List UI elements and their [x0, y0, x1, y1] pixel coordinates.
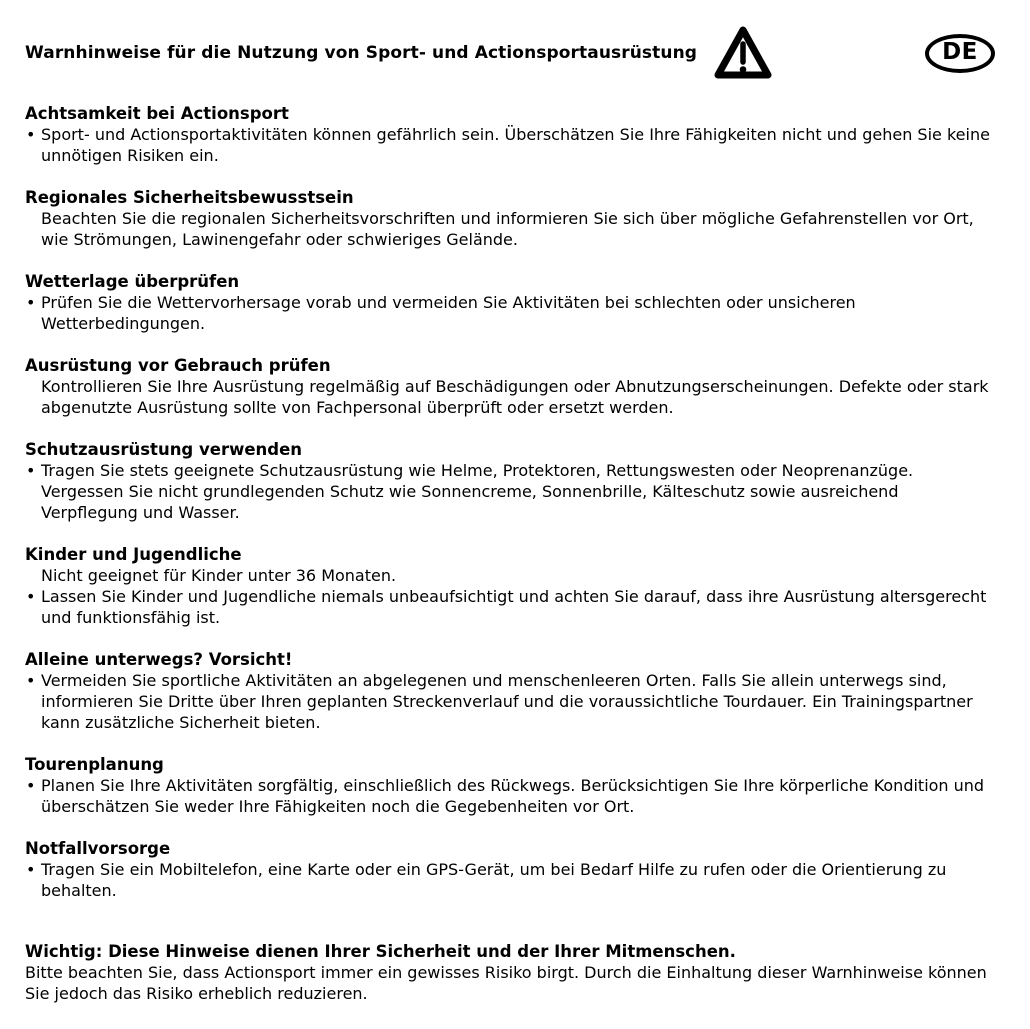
section-wetterlage [25, 271, 995, 334]
section-heading: Notfallvorsorge [25, 839, 171, 858]
section-tourenplanung [25, 754, 995, 817]
item-text: Tragen Sie ein Mobiltelefon, eine Karte oder ein GPS-Gerät, um bei Bedarf Hilfe zu rufen oder die Orientierung zu behalten. [41, 860, 947, 900]
item-text: Beachten Sie die regionalen Sicherheitsvorschriften und informieren Sie sich über mögliche Gefahrenstellen vor Ort, wie Strömungen, Lawinengefahr oder schwieriges Gelände. [41, 209, 974, 249]
item-text: Vermeiden Sie sportliche Aktivitäten an abgelegenen und menschenleeren Orten. Falls Sie allein unterwegs sind, informieren Sie Dritte über Ihren geplanten Streckenverlauf und die voraussichtliche Tourdauer. Ein Trainingspartner kann zusätzliche Sicherheit bieten. [41, 671, 973, 732]
page-title: Warnhinweise für die Nutzung von Sport- und Actionsportausrüstung [25, 42, 698, 63]
item-text: Nicht geeignet für Kinder unter 36 Monaten. [41, 566, 397, 585]
bullet-marker: • [26, 776, 36, 795]
list-item [25, 586, 995, 628]
item-text: Lassen Sie Kinder und Jugendliche niemals unbeaufsichtigt und achten Sie darauf, dass ihre Ausrüstung altersgerecht und funktionsfähig ist. [41, 587, 987, 627]
bullet-marker: • [26, 587, 36, 606]
section-notfallvorsorge [25, 838, 995, 901]
list-item [25, 460, 995, 523]
section-alleine-unterwegs [25, 649, 995, 733]
section-heading: Kinder und Jugendliche [25, 545, 242, 564]
section-heading: Tourenplanung [25, 755, 164, 774]
section-heading: Ausrüstung vor Gebrauch prüfen [25, 356, 331, 375]
bullet-marker: • [26, 860, 36, 879]
list-item [25, 208, 995, 250]
section-heading: Achtsamkeit bei Actionsport [25, 104, 289, 123]
content [25, 103, 995, 1004]
list-item [25, 124, 995, 166]
list-item [25, 376, 995, 418]
section-regionales-sicherheitsbewusstsein [25, 187, 995, 250]
language-badge [925, 34, 995, 73]
list-item [25, 859, 995, 901]
section-heading: Wetterlage überprüfen [25, 272, 240, 291]
header [25, 0, 995, 82]
footer-heading: Wichtig: Diese Hinweise dienen Ihrer Sicherheit und der Ihrer Mitmenschen. [25, 942, 736, 961]
item-text: Planen Sie Ihre Aktivitäten sorgfältig, einschließlich des Rückwegs. Berücksichtigen Sie Ihre körperliche Kondition und überschätzen Sie weder Ihre Fähigkeiten noch die Gegebenheiten vor Ort. [41, 776, 985, 816]
section-heading: Schutzausrüstung verwenden [25, 440, 303, 459]
bullet-marker: • [26, 461, 36, 480]
item-text: Prüfen Sie die Wettervorhersage vorab und vermeiden Sie Aktivitäten bei schlechten oder unsicheren Wetterbedingungen. [41, 293, 856, 333]
item-text: Sport- und Actionsportaktivitäten können gefährlich sein. Überschätzen Sie Ihre Fähigkeiten nicht und gehen Sie keine unnötigen Risiken ein. [41, 125, 990, 165]
footer-text: Bitte beachten Sie, dass Actionsport immer ein gewisses Risiko birgt. Durch die Einhaltung dieser Warnhinweise können Sie jedoch das Risiko erheblich reduzieren. [25, 963, 987, 1003]
item-text: Kontrollieren Sie Ihre Ausrüstung regelmäßig auf Beschädigungen oder Abnutzungserscheinungen. Defekte oder stark abgenutzte Ausrüstung sollte von Fachpersonal überprüft oder ersetzt werden. [41, 377, 989, 417]
list-item [25, 775, 995, 817]
list-item [25, 292, 995, 334]
warning-triangle-icon [713, 25, 773, 81]
bullet-marker: • [26, 125, 36, 144]
section-achtsamkeit [25, 103, 995, 166]
section-schutzausruestung [25, 439, 995, 523]
section-heading: Regionales Sicherheitsbewusstsein [25, 188, 354, 207]
list-item [25, 670, 995, 733]
footer-note [25, 941, 995, 1004]
item-text: Tragen Sie stets geeignete Schutzausrüstung wie Helme, Protektoren, Rettungswesten oder Neoprenanzüge. Vergessen Sie nicht grundlegenden Schutz wie Sonnencreme, Sonnenbrille, Kälteschutz sowie ausreichend Verpflegung und Wasser. [41, 461, 914, 522]
section-heading: Alleine unterwegs? Vorsicht! [25, 650, 293, 669]
language-badge-label: DE [942, 39, 978, 65]
section-ausruestung-pruefen [25, 355, 995, 418]
bullet-marker: • [26, 671, 36, 690]
bullet-marker: • [26, 293, 36, 312]
section-kinder-jugendliche [25, 544, 995, 628]
list-item [25, 565, 995, 586]
